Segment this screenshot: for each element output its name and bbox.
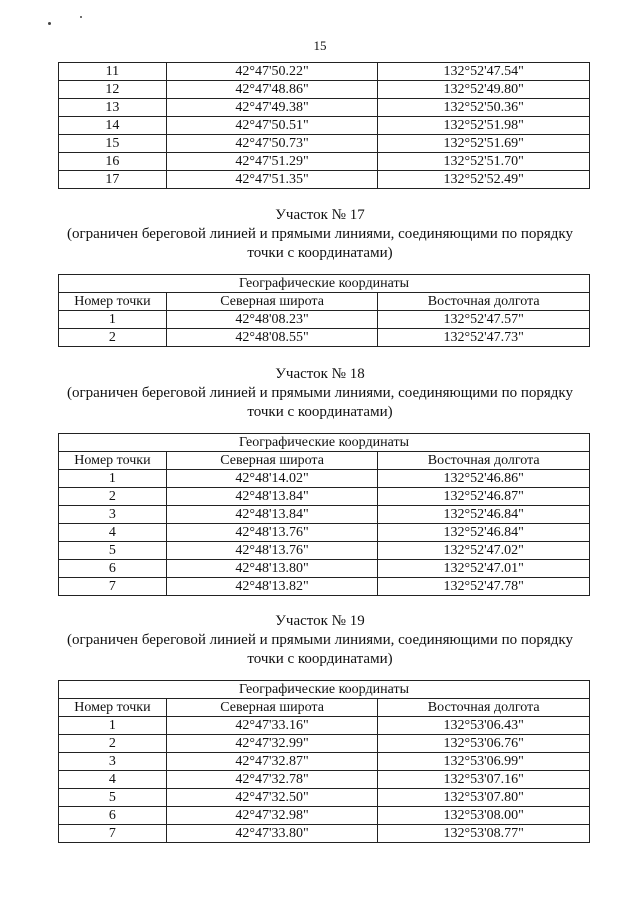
- latitude-cell: 42°47'49.38": [166, 99, 378, 117]
- section-19-table-body: [59, 717, 590, 843]
- longitude-cell: 132°52'51.98": [378, 117, 590, 135]
- point-number-cell: 2: [59, 735, 167, 753]
- point-number-cell: 1: [59, 717, 167, 735]
- table-row: [59, 171, 590, 189]
- point-number-cell: 1: [59, 311, 167, 329]
- latitude-cell: 42°47'33.16": [166, 717, 378, 735]
- section-description-cont: точки с координатами): [247, 651, 393, 667]
- section-title: Участок № 17: [275, 207, 365, 223]
- section-19-table: [58, 680, 590, 843]
- section-description: (ограничен береговой линией и прямыми линиями, соединяющими по порядку: [66, 632, 573, 648]
- point-number-cell: 5: [59, 789, 167, 807]
- column-header-longitude: Восточная долгота: [378, 452, 590, 470]
- longitude-cell: 132°52'51.69": [378, 135, 590, 153]
- column-header-point: Номер точки: [59, 699, 167, 717]
- table-row: [59, 578, 590, 596]
- latitude-cell: 42°48'13.84": [166, 506, 378, 524]
- section-description-cont: точки с координатами): [247, 245, 393, 261]
- table-row: [59, 117, 590, 135]
- longitude-cell: 132°52'51.70": [378, 153, 590, 171]
- longitude-cell: 132°52'50.36": [378, 99, 590, 117]
- point-number-cell: 16: [59, 153, 167, 171]
- latitude-cell: 42°47'32.78": [166, 771, 378, 789]
- section-description: (ограничен береговой линией и прямыми линиями, соединяющими по порядку: [66, 385, 573, 401]
- table-row: [59, 807, 590, 825]
- latitude-cell: 42°47'50.51": [166, 117, 378, 135]
- longitude-cell: 132°52'46.84": [378, 524, 590, 542]
- latitude-cell: 42°47'50.73": [166, 135, 378, 153]
- longitude-cell: 132°52'47.01": [378, 560, 590, 578]
- column-header-latitude: Северная широта: [166, 699, 378, 717]
- point-number-cell: 7: [59, 578, 167, 596]
- point-number-cell: 7: [59, 825, 167, 843]
- longitude-cell: 132°53'08.00": [378, 807, 590, 825]
- longitude-cell: 132°52'47.54": [378, 63, 590, 81]
- table-row: [59, 753, 590, 771]
- table-group-header: Географические координаты: [59, 275, 590, 293]
- longitude-cell: 132°53'07.80": [378, 789, 590, 807]
- section-17-heading: [40, 206, 600, 263]
- section-18-table: [58, 433, 590, 596]
- longitude-cell: 132°52'49.80": [378, 81, 590, 99]
- latitude-cell: 42°48'08.55": [166, 329, 378, 347]
- table-row: [59, 81, 590, 99]
- table-row: [59, 153, 590, 171]
- table-row: [59, 99, 590, 117]
- continuation-table-body: [59, 63, 590, 189]
- table-group-header: Географические координаты: [59, 434, 590, 452]
- latitude-cell: 42°47'32.99": [166, 735, 378, 753]
- longitude-cell: 132°53'06.43": [378, 717, 590, 735]
- table-row: [59, 311, 590, 329]
- latitude-cell: 42°47'51.29": [166, 153, 378, 171]
- latitude-cell: 42°48'08.23": [166, 311, 378, 329]
- table-row: [59, 717, 590, 735]
- point-number-cell: 4: [59, 771, 167, 789]
- section-title: Участок № 19: [275, 613, 365, 629]
- latitude-cell: 42°48'13.82": [166, 578, 378, 596]
- longitude-cell: 132°52'47.73": [378, 329, 590, 347]
- column-header-point: Номер точки: [59, 293, 167, 311]
- latitude-cell: 42°48'13.76": [166, 524, 378, 542]
- table-row: [59, 470, 590, 488]
- longitude-cell: 132°52'46.86": [378, 470, 590, 488]
- latitude-cell: 42°48'13.80": [166, 560, 378, 578]
- point-number-cell: 15: [59, 135, 167, 153]
- longitude-cell: 132°53'08.77": [378, 825, 590, 843]
- point-number-cell: 17: [59, 171, 167, 189]
- point-number-cell: 3: [59, 506, 167, 524]
- point-number-cell: 2: [59, 488, 167, 506]
- latitude-cell: 42°48'13.84": [166, 488, 378, 506]
- longitude-cell: 132°52'47.57": [378, 311, 590, 329]
- continuation-table: [58, 62, 590, 189]
- column-header-longitude: Восточная долгота: [378, 293, 590, 311]
- table-row: [59, 63, 590, 81]
- latitude-cell: 42°48'13.76": [166, 542, 378, 560]
- point-number-cell: 14: [59, 117, 167, 135]
- latitude-cell: 42°47'32.87": [166, 753, 378, 771]
- section-17-table-body: [59, 311, 590, 347]
- latitude-cell: 42°48'14.02": [166, 470, 378, 488]
- section-description: (ограничен береговой линией и прямыми линиями, соединяющими по порядку: [66, 226, 573, 242]
- table-row: [59, 329, 590, 347]
- latitude-cell: 42°47'32.50": [166, 789, 378, 807]
- latitude-cell: 42°47'33.80": [166, 825, 378, 843]
- point-number-cell: 6: [59, 807, 167, 825]
- section-title: Участок № 18: [275, 366, 365, 382]
- longitude-cell: 132°53'07.16": [378, 771, 590, 789]
- longitude-cell: 132°53'06.76": [378, 735, 590, 753]
- point-number-cell: 6: [59, 560, 167, 578]
- scan-speck: [80, 16, 82, 18]
- table-group-header: Географические координаты: [59, 681, 590, 699]
- longitude-cell: 132°52'47.02": [378, 542, 590, 560]
- point-number-cell: 5: [59, 542, 167, 560]
- column-header-latitude: Северная широта: [166, 293, 378, 311]
- longitude-cell: 132°52'46.84": [378, 506, 590, 524]
- table-row: [59, 135, 590, 153]
- section-18-table-body: [59, 470, 590, 596]
- table-row: [59, 524, 590, 542]
- latitude-cell: 42°47'51.35": [166, 171, 378, 189]
- longitude-cell: 132°52'52.49": [378, 171, 590, 189]
- latitude-cell: 42°47'50.22": [166, 63, 378, 81]
- page-number: 15: [313, 38, 327, 53]
- table-row: [59, 488, 590, 506]
- latitude-cell: 42°47'32.98": [166, 807, 378, 825]
- column-header-longitude: Восточная долгота: [378, 699, 590, 717]
- point-number-cell: 12: [59, 81, 167, 99]
- point-number-cell: 1: [59, 470, 167, 488]
- point-number-cell: 2: [59, 329, 167, 347]
- section-18-heading: [40, 365, 600, 422]
- table-row: [59, 735, 590, 753]
- longitude-cell: 132°53'06.99": [378, 753, 590, 771]
- section-description-cont: точки с координатами): [247, 404, 393, 420]
- table-row: [59, 825, 590, 843]
- scan-speck: [48, 22, 51, 25]
- column-header-latitude: Северная широта: [166, 452, 378, 470]
- table-row: [59, 789, 590, 807]
- point-number-cell: 11: [59, 63, 167, 81]
- table-row: [59, 506, 590, 524]
- longitude-cell: 132°52'47.78": [378, 578, 590, 596]
- longitude-cell: 132°52'46.87": [378, 488, 590, 506]
- table-row: [59, 560, 590, 578]
- section-19-heading: [40, 612, 600, 669]
- latitude-cell: 42°47'48.86": [166, 81, 378, 99]
- point-number-cell: 13: [59, 99, 167, 117]
- point-number-cell: 3: [59, 753, 167, 771]
- table-row: [59, 542, 590, 560]
- column-header-point: Номер точки: [59, 452, 167, 470]
- table-row: [59, 771, 590, 789]
- point-number-cell: 4: [59, 524, 167, 542]
- section-17-table: [58, 274, 590, 347]
